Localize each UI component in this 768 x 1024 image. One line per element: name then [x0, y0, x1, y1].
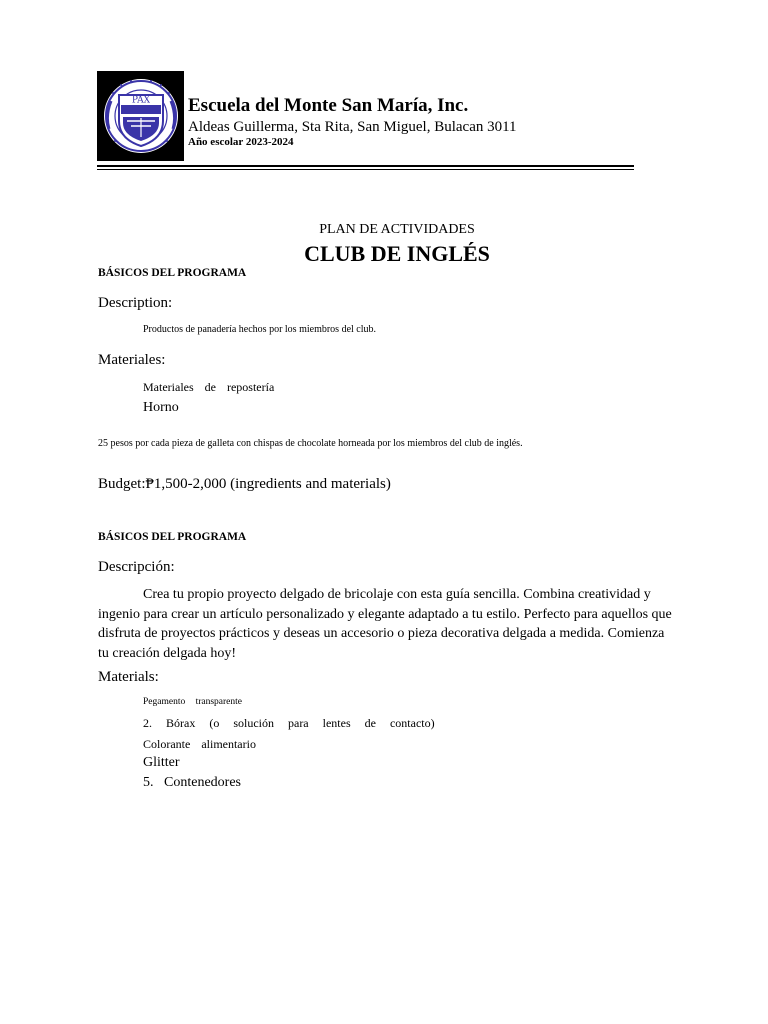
- section-2-material-item: Glitter: [143, 755, 180, 770]
- header-divider-thick: [97, 165, 634, 167]
- section-1-description-label: Description:: [98, 295, 173, 311]
- section-1-materials-label: Materiales:: [98, 352, 166, 368]
- section-2-heading: BÁSICOS DEL PROGRAMA: [98, 531, 247, 543]
- section-2-materials-label: Materials:: [98, 669, 159, 685]
- section-1-budget: Budget:₱1,500-2,000 (ingredients and materials): [98, 476, 391, 492]
- section-1-description-text: Productos de panadería hechos por los miembros del club.: [143, 324, 376, 335]
- section-2-material-item: 5. Contenedores: [143, 775, 241, 790]
- school-seal-icon: [97, 71, 184, 161]
- section-1-material-item: Horno: [143, 400, 179, 415]
- document-subtitle: PLAN DE ACTIVIDADES: [319, 222, 475, 237]
- seal-logo-lettering: PAX: [131, 95, 151, 106]
- section-2-material-item: Pegamento transparente: [143, 697, 243, 707]
- section-2-material-item: 2. Bórax (o solución para lentes de contacto): [143, 716, 435, 730]
- header-divider-thin: [97, 169, 634, 170]
- school-address: Aldeas Guillerma, Sta Rita, San Miguel, Bulacan 3011: [188, 119, 517, 135]
- section-1-price-note: 25 pesos por cada pieza de galleta con chispas de chocolate horneada por los miembros del club de inglés.: [98, 438, 523, 449]
- school-year: Año escolar 2023-2024: [188, 136, 294, 148]
- section-2-description-label: Descripción:: [98, 559, 175, 575]
- document-title: CLUB DE INGLÉS: [304, 241, 490, 266]
- school-logo: [97, 71, 184, 161]
- section-1-heading: BÁSICOS DEL PROGRAMA: [98, 267, 247, 279]
- section-2-material-item: Colorante alimentario: [143, 737, 256, 751]
- section-2-description-text: Crea tu propio proyecto delgado de bricolaje con esta guía sencilla. Combina creatividad y ingenio para crear un artículo personalizado y elegante adaptado a tu estilo. Perfecto para aquellos que disfruta de proyectos prácticos y deseas un accesorio o pieza decorativa delgada a medida. Comienza tu creación delgada hoy!: [98, 587, 672, 661]
- section-1-material-item: Materiales de repostería: [143, 380, 275, 394]
- school-name: Escuela del Monte San María, Inc.: [188, 95, 469, 116]
